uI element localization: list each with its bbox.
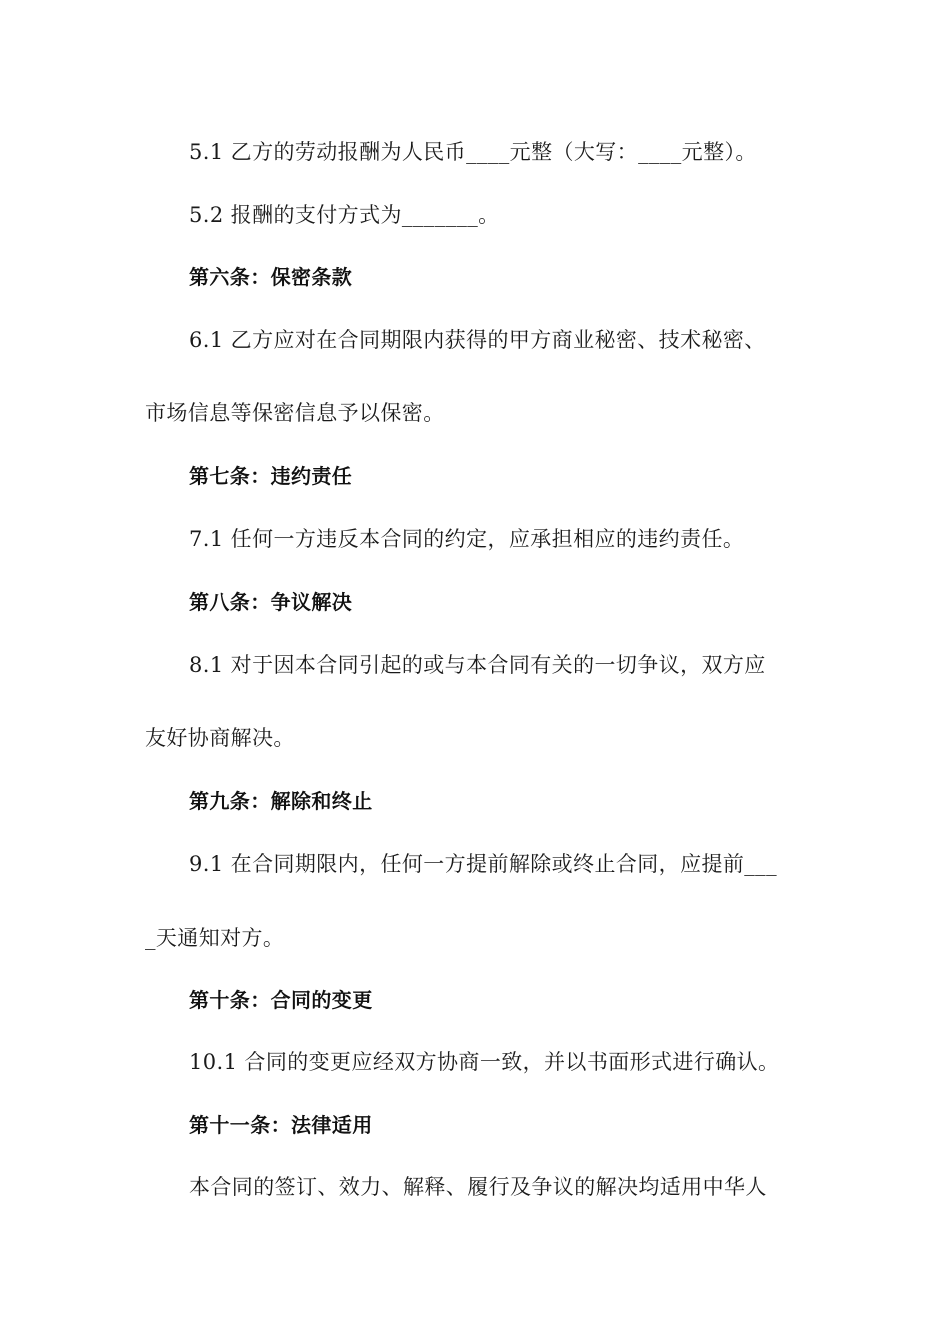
clause-5-2: 5.2 报酬的支付方式为_______。 (189, 203, 500, 227)
article-7-heading: 第七条：违约责任 (189, 464, 353, 488)
article-11-body: 本合同的签订、效力、解释、履行及争议的解决均适用中华人 (189, 1175, 767, 1199)
clause-8-1-continued: 友好协商解决。 (145, 726, 295, 750)
article-6-heading: 第六条：保密条款 (189, 265, 353, 289)
article-8-heading: 第八条：争议解决 (189, 590, 353, 614)
article-11-heading: 第十一条：法律适用 (189, 1113, 373, 1137)
article-10-heading: 第十条：合同的变更 (189, 988, 373, 1012)
clause-9-1: 9.1 在合同期限内，任何一方提前解除或终止合同，应提前___ (189, 852, 777, 876)
clause-6-1-continued: 市场信息等保密信息予以保密。 (145, 401, 445, 425)
clause-9-1-continued: _天通知对方。 (145, 926, 285, 950)
clause-10-1: 10.1 合同的变更应经双方协商一致，并以书面形式进行确认。 (189, 1050, 780, 1074)
clause-7-1: 7.1 任何一方违反本合同的约定，应承担相应的违约责任。 (189, 527, 745, 551)
clause-8-1: 8.1 对于因本合同引起的或与本合同有关的一切争议，双方应 (189, 653, 766, 677)
clause-5-1: 5.1 乙方的劳动报酬为人民币____元整（大写：____元整）。 (189, 140, 757, 164)
article-9-heading: 第九条：解除和终止 (189, 789, 373, 813)
clause-6-1: 6.1 乙方应对在合同期限内获得的甲方商业秘密、技术秘密、 (189, 328, 766, 352)
